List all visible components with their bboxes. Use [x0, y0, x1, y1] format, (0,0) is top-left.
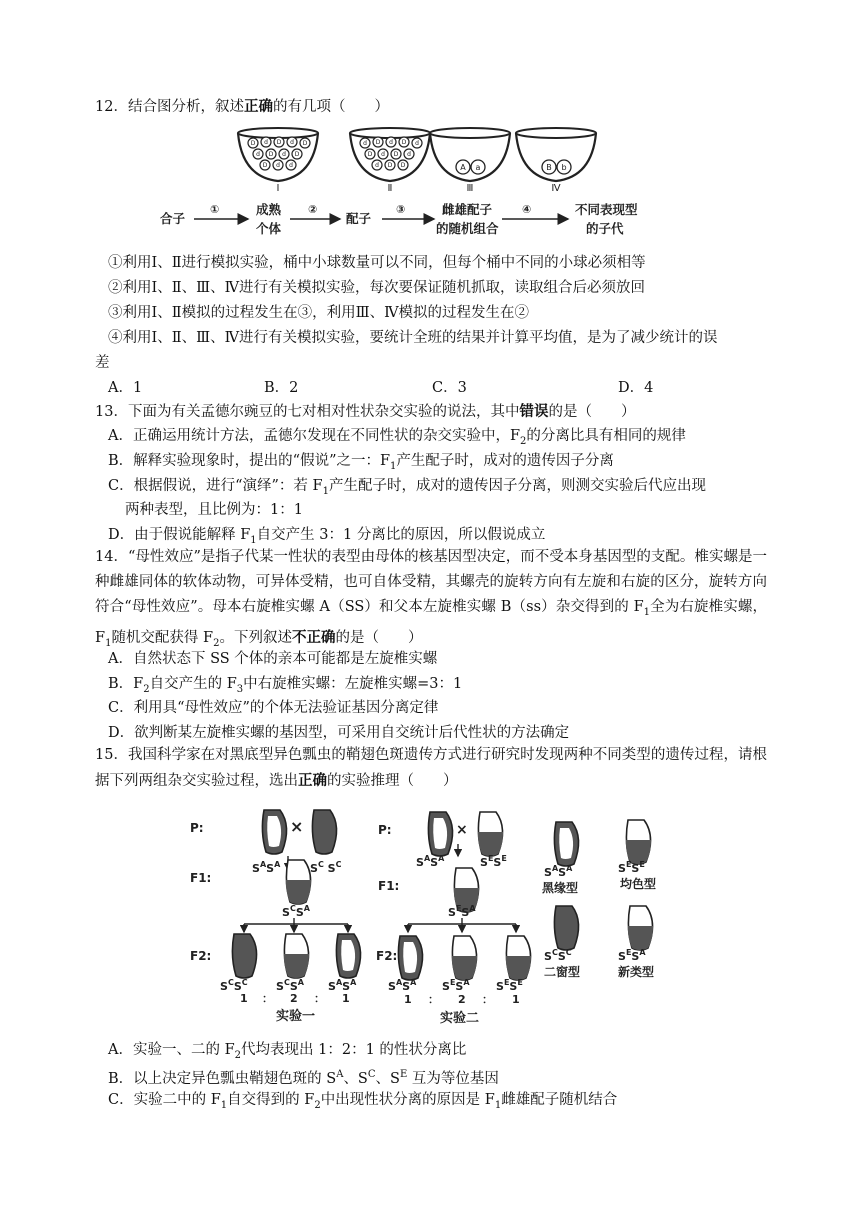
experiment-1 [190, 810, 361, 1024]
svg-text:D: D [250, 140, 256, 147]
q12-stem: 12．结合图分析，叙述正确的有几项（ ） [95, 98, 389, 115]
svg-text:×: × [456, 822, 468, 838]
svg-text:1: 1 [404, 993, 412, 1006]
svg-text:SASA: $S^AS^A$ [416, 854, 445, 869]
q12-statement-3: ③利用Ⅰ、Ⅱ模拟的过程发生在③，利用Ⅲ、Ⅳ模拟的过程发生在② [108, 305, 530, 321]
svg-text:不同表现型: 不同表现型 [575, 202, 638, 217]
svg-text:d: d [264, 139, 268, 146]
svg-text:2: 2 [458, 993, 466, 1006]
q13-option-c[interactable]: C．根据假说，进行“演绎”：若 $F_1$产生配子时，成对的遗传因子分离，则测交实验后代应出现 [108, 478, 706, 497]
bucket-1 [238, 128, 318, 194]
svg-text:SESE: $S^ES^E$ [496, 978, 523, 993]
svg-text:②: ② [308, 203, 318, 216]
svg-text:d: d [290, 139, 294, 146]
svg-text:SESA: $S^ES^A$ [442, 978, 470, 993]
q13-option-d[interactable]: D．由于假说能解释 $F_1$自交产生 3：1 分离比的原因，所以假说成立 [108, 527, 546, 546]
q12-flow [160, 202, 638, 236]
q14-option-c[interactable]: C．利用具“母性效应”的个体无法验证基因分离定律 [108, 700, 439, 716]
svg-text:SCSA: $S^CS^A$ [276, 978, 304, 993]
svg-text:d: d [363, 140, 367, 147]
q15-option-a[interactable]: A．实验一、二的 $F_2$代均表现出 1：2：1 的性状分离比 [108, 1042, 467, 1061]
svg-text:A: A [460, 163, 466, 172]
svg-text:b: b [561, 163, 567, 172]
svg-text:d: d [375, 162, 379, 169]
svg-text:d: d [256, 151, 260, 158]
svg-text:D: D [262, 162, 268, 169]
svg-text:d: d [289, 162, 293, 169]
svg-text:d: d [381, 151, 385, 158]
svg-text:P:: P: [378, 823, 392, 837]
svg-text:×: × [290, 817, 304, 836]
q12-statement-1: ①利用Ⅰ、Ⅱ进行模拟实验，桶中小球数量可以不同，但每个桶中不同的小球必须相等 [108, 255, 646, 271]
q15-option-c[interactable]: C．实验二中的 $F_1$自交得到的 $F_2$中出现性状分离的原因是 $F_1$雌雄配子随机结合 [108, 1092, 618, 1111]
svg-text:D: D [268, 151, 274, 158]
svg-text:F2:: F2: [376, 949, 398, 963]
svg-text:的子代: 的子代 [586, 221, 624, 236]
q12-option-d[interactable]: D．4 [618, 380, 654, 396]
q13-option-a[interactable]: A．正确运用统计方法，孟德尔发现在不同性状的杂交实验中，$F_2$的分离比具有相同的规律 [108, 428, 686, 447]
q12-statement-4: ④利用Ⅰ、Ⅱ、Ⅲ、Ⅳ进行有关模拟实验，要统计全班的结果并计算平均值，是为了减少统计的误 [108, 330, 718, 346]
svg-text:2: 2 [290, 992, 298, 1005]
svg-text:d: d [389, 139, 393, 146]
q15-figure [190, 800, 690, 1032]
svg-text:SCSC: $S^CS^C$ [220, 978, 248, 993]
svg-text:d: d [276, 162, 280, 169]
q15-option-b[interactable]: B．以上决定异色瓢虫鞘翅色斑的 $S^A$、$S^C$、$S^E$ 互为等位基因 [108, 1069, 499, 1087]
q13-stem: 13．下面为有关孟德尔豌豆的七对相对性状杂交实验的说法，其中错误的是（ ） [95, 403, 636, 420]
svg-text:D: D [393, 151, 399, 158]
svg-text:新类型: 新类型 [618, 965, 655, 979]
bucket-2 [350, 128, 430, 194]
svg-text:SASA: $S^AS^A$ [252, 860, 281, 875]
svg-text:F1:: F1: [378, 879, 400, 893]
svg-text:①: ① [210, 203, 220, 216]
q12-figure [150, 125, 690, 240]
svg-text:1: 1 [240, 992, 248, 1005]
svg-text:成熟: 成熟 [256, 202, 282, 217]
q13-option-b[interactable]: B．解释实验现象时，提出的“假说”之一：$F_1$产生配子时，成对的遗传因子分离 [108, 453, 614, 472]
svg-text:均色型: 均色型 [620, 877, 657, 891]
svg-text:D: D [302, 140, 308, 147]
svg-text:d: d [282, 151, 286, 158]
q15-stem: 15．我国科学家在对黑底型异色瓢虫的鞘翅色斑遗传方式进行研究时发现两种不同类型的遗传过程，请根据下列两组杂交实验过程，选出正确的实验推理（ ） [95, 747, 767, 789]
svg-text:SESA: $S^ES^A$ [618, 948, 646, 963]
q12-option-b[interactable]: B．2 [264, 380, 299, 396]
q12-statement-2: ②利用Ⅰ、Ⅱ、Ⅲ、Ⅳ进行有关模拟实验，每次要保证随机抓取，读取组合后必须放回 [108, 280, 646, 296]
svg-text:雌雄配子: 雌雄配子 [442, 202, 493, 217]
q14-option-d[interactable]: D．欲判断某左旋椎实螺的基因型，可采用自交统计后代性状的方法确定 [108, 725, 570, 741]
svg-text:D: D [387, 162, 393, 169]
svg-text:黑缘型: 黑缘型 [542, 881, 579, 895]
svg-text:配子: 配子 [346, 211, 372, 226]
svg-text:个体: 个体 [256, 221, 282, 236]
svg-text:a: a [475, 163, 481, 172]
svg-text:SCSC: $S^CS^C$ [544, 948, 572, 963]
svg-text:P:: P: [190, 821, 204, 835]
experiment-2 [376, 812, 531, 1026]
svg-text:1: 1 [512, 993, 520, 1006]
svg-text:Ⅰ: Ⅰ [276, 183, 280, 194]
svg-text:④: ④ [522, 203, 532, 216]
svg-text:D: D [375, 139, 381, 146]
svg-text:D: D [367, 151, 373, 158]
svg-text:③: ③ [396, 203, 406, 216]
svg-text:Ⅱ: Ⅱ [387, 183, 393, 194]
svg-text:二窗型: 二窗型 [544, 965, 581, 979]
svg-text:D: D [294, 151, 300, 158]
q14-stem: 14．“母性效应”是指子代某一性状的表型由母体的核基因型决定，而不受本身基因型的支配。椎实螺是一种雌雄同体的软体动物，可异体受精，也可自体受精，其螺壳的旋转方向有左旋和右旋的区分，旋转方向符合“母性效应”。母本右旋椎实螺 A（SS）和父本左旋椎实螺 B（ss）杂交得到的 $F_1$全为右旋椎实螺，$F_1$随机交配获得 $F_2$。下列叙述不正确的是（ ） [95, 549, 767, 649]
svg-text:：: ： [314, 992, 325, 1005]
svg-text:SESA: $S^ES^A$ [448, 904, 476, 919]
svg-text:：: ： [428, 993, 439, 1006]
svg-text:：: ： [482, 993, 493, 1006]
svg-text:d: d [407, 151, 411, 158]
svg-text:合子: 合子 [160, 211, 186, 226]
svg-text:SESE: $S^ES^E$ [480, 854, 507, 869]
svg-text:SASA: $S^AS^A$ [328, 978, 357, 993]
q14-option-a[interactable]: A．自然状态下 SS 个体的亲本可能都是左旋椎实螺 [108, 651, 438, 667]
svg-text:Ⅲ: Ⅲ [466, 183, 474, 194]
q12-option-a[interactable]: A．1 [108, 380, 143, 396]
svg-text:F2:: F2: [190, 949, 212, 963]
q12-option-c[interactable]: C．3 [432, 380, 467, 396]
svg-text:SESE: $S^ES^E$ [618, 860, 645, 875]
svg-text:F1:: F1: [190, 871, 212, 885]
q14-option-b[interactable]: B．$F_2$自交产生的 $F_3$中右旋椎实螺：左旋椎实螺=3：1 [108, 676, 463, 695]
svg-text:B: B [546, 163, 552, 172]
type-legend [542, 820, 656, 979]
svg-text:：: ： [262, 992, 273, 1005]
svg-text:D: D [401, 139, 407, 146]
bucket-3 [430, 128, 510, 194]
svg-text:实验一: 实验一 [276, 1009, 316, 1024]
svg-text:Ⅳ: Ⅳ [551, 183, 561, 194]
svg-text:SCSA: $S^CS^A$ [282, 904, 310, 919]
svg-text:的随机组合: 的随机组合 [436, 221, 499, 236]
svg-text:D: D [276, 139, 282, 146]
q12-statement-4-cont: 差 [95, 355, 110, 371]
svg-text:SASA: $S^AS^A$ [544, 864, 573, 879]
bucket-4 [516, 128, 596, 194]
svg-text:d: d [415, 140, 419, 147]
svg-text:SASA: $S^AS^A$ [388, 978, 417, 993]
svg-text:SC SC: $S^C$ $S^C$ [310, 860, 342, 875]
svg-text:D: D [400, 162, 406, 169]
q13-option-c-cont: 两种表型，且比例为：1：1 [125, 502, 303, 518]
svg-text:实验二: 实验二 [440, 1011, 480, 1026]
svg-text:1: 1 [342, 992, 350, 1005]
